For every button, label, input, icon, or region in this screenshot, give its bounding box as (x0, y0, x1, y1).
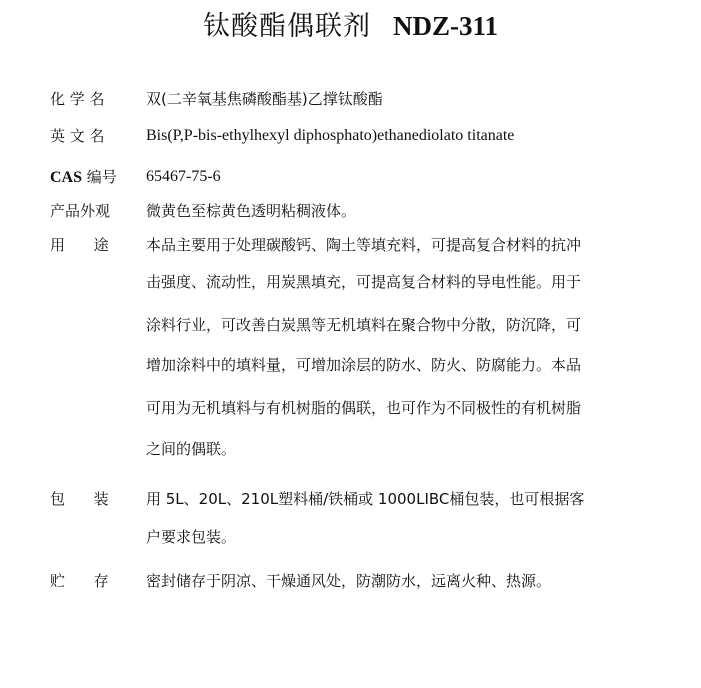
cas-label (50, 167, 130, 188)
usage-line: 增加涂料中的填料量，可增加涂层的防水、防火、防腐能力。本品 (146, 356, 582, 374)
storage-label: 贮 存 (50, 572, 109, 590)
appearance-label: 产品外观 (50, 202, 111, 220)
usage-line: 可用为无机填料与有机树脂的偶联，也可作为不同极性的有机树脂 (146, 399, 582, 417)
usage-line: 本品主要用于处理碳酸钙、陶土等填充料，可提高复合材料的抗冲 (146, 236, 582, 254)
cas-label-prefix: CAS (50, 169, 83, 186)
usage-label: 用 途 (50, 236, 109, 254)
title-chinese: 钛酸酯偶联剂 (202, 11, 371, 42)
usage-line: 之间的偶联。 (146, 440, 237, 458)
packaging-line: 户要求包装。 (146, 528, 237, 546)
english-name-label: 英 文 名 (50, 127, 105, 145)
title-model: NDZ-311 (392, 11, 498, 41)
cas-label-suffix: 编号 (86, 168, 117, 186)
appearance-value: 微黄色至棕黄色透明粘稠液体。 (146, 202, 357, 220)
storage-value: 密封储存于阴凉、干燥通风处，防潮防水，远离火种、热源。 (146, 572, 552, 590)
english-name-value: Bis(P,P-bis-ethylhexyl diphosphato)ethanediolato titanate (146, 127, 515, 144)
document-title (0, 6, 701, 47)
usage-line: 涂料行业，可改善白炭黑等无机填料在聚合物中分散，防沉降，可 (146, 316, 582, 334)
usage-line: 击强度、流动性，用炭黑填充，可提高复合材料的导电性能。用于 (146, 273, 582, 291)
packaging-label: 包 装 (50, 490, 109, 508)
packaging-line: 用 5L、20L、210L塑料桶/铁桶或 1000LIBC桶包装，也可根据客 (146, 490, 585, 508)
chemical-name-value: 双(二辛氧基焦磷酸酯基)乙撑钛酸酯 (146, 90, 383, 108)
chemical-name-label: 化 学 名 (50, 90, 105, 108)
cas-value: 65467-75-6 (146, 168, 221, 185)
